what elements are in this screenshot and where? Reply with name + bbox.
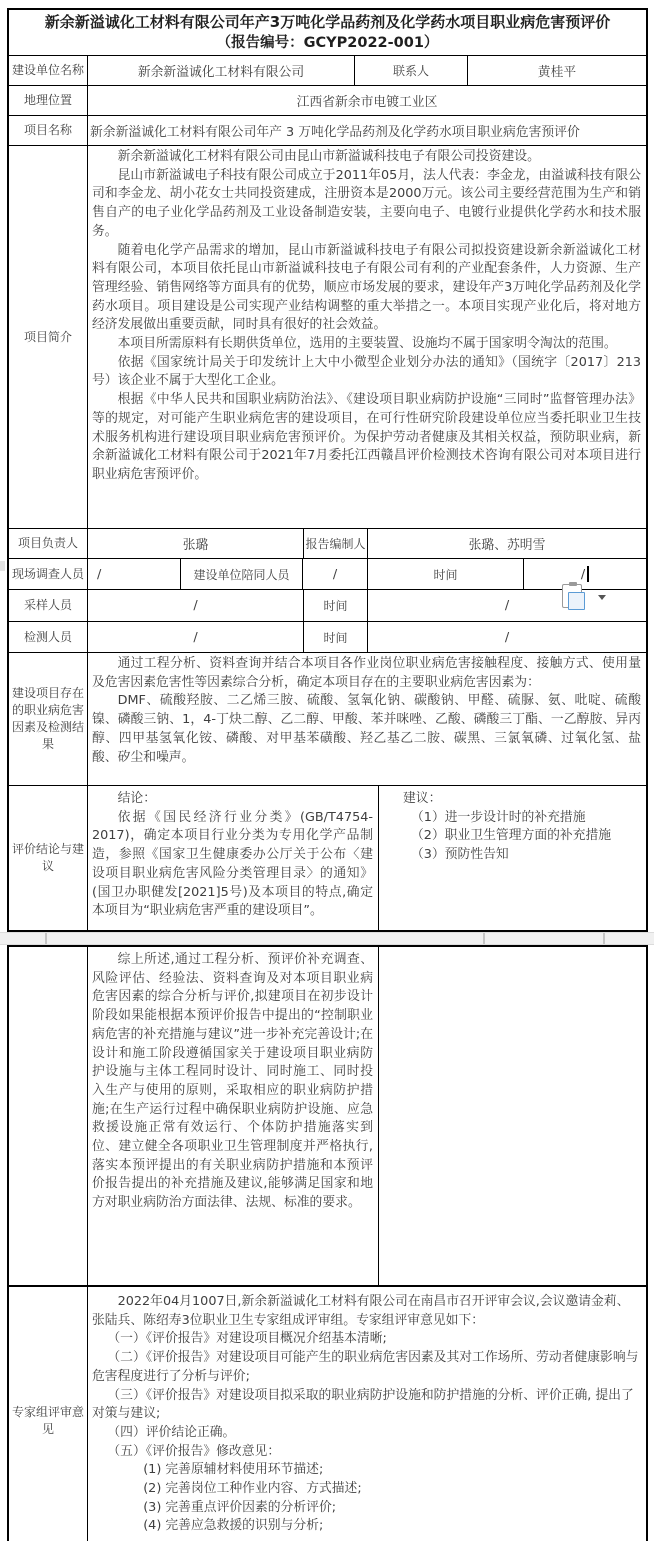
intro-paragraph: 根据《中华人民共和国职业病防治法》、《建设项目职业病防护设施“三同时”监督管理办法》等的规定，对可能产生职业病危害的建设项目，在可行性研究阶段建设单位应当委托职业卫生技术服务机构进行建设项目职业病危害预评价。为保护劳动者健康及其相关权益，预防职业病，新余新溢诚化工材料有限公司于2021年7月委托江西赣昌评价检测技术咨询有限公司对本项目进行职业病危害预评价。 bbox=[92, 392, 641, 482]
location-label: 地理位置 bbox=[23, 93, 72, 107]
suggestion-item: （2）职业卫生管理方面的补充措施 bbox=[411, 828, 612, 844]
survey-time-value: / bbox=[580, 566, 586, 582]
conclusion-label: 评价结论与建议 bbox=[11, 842, 84, 873]
intro-paragraph: 新余新溢诚化工材料有限公司由昆山市新溢诚科技电子有限公司投资建设。 bbox=[117, 149, 540, 164]
sampling-time-value: / bbox=[367, 590, 646, 621]
expert-opinion-item: （一）《评价报告》对建设项目概况介绍基本清晰; bbox=[107, 1331, 387, 1347]
text-cursor bbox=[587, 566, 589, 582]
expert-opinion-item: （二）《评价报告》对建设项目可能产生的职业病危害因素及其对工作场所、劳动者健康影响与危害程度进行了分析与评价; bbox=[92, 1350, 639, 1384]
project-intro-content bbox=[87, 146, 646, 528]
row-expert-review bbox=[9, 1285, 646, 1541]
sampling-time-label: 时间 bbox=[303, 590, 367, 621]
expert-opinion-item: （四）评价结论正确。 bbox=[107, 1424, 236, 1440]
row-construction-unit bbox=[9, 55, 646, 85]
conclusion-body: 依据《国民经济行业分类》(GB/T4754-2017)，确定本项目行业分类为专用化学产品制造，参照《国家卫生健康委办公厅关于公布〈建设项目职业病危害风险分类管理目录〉的通知》(国卫办职健发[2021]5号)及本项目的特点,确定本项目为“职业病危害严重的建设项目”。 bbox=[92, 809, 373, 919]
report-number: （报告编号：GCYP2022-001） bbox=[216, 34, 439, 51]
project-name-value: 新余新溢诚化工材料有限公司年产 3 万吨化学品药剂及化学药水项目职业病危害预评价 bbox=[87, 116, 646, 145]
suggestion-cell bbox=[378, 786, 646, 930]
row-hazard-factors bbox=[9, 652, 646, 785]
conclusion-cell bbox=[87, 786, 378, 930]
expert-revision-item: (1) 完善原辅材料使用环节描述; bbox=[143, 1462, 324, 1478]
row-project-name bbox=[9, 115, 646, 145]
expert-opinion-item: （三）《评价报告》对建设项目拟采取的职业病防护设施和防护措施的分析、评价正确, 提出了对策与建议; bbox=[92, 1387, 634, 1422]
report-writer-label: 报告编制人 bbox=[303, 529, 367, 558]
table-handle-artifact bbox=[0, 561, 5, 571]
hazard-factors-label: 建设项目存在的职业病危害因素及检测结果 bbox=[11, 686, 84, 751]
paste-options-button[interactable] bbox=[562, 584, 608, 614]
hazard-paragraph: 通过工程分析、资料查询并结合本项目各作业岗位职业病危害接触程度、接触方式、使用量及危害因素危害性等因素综合分析，确定本项目存在的主要职业病危害因素为： bbox=[92, 656, 641, 690]
suggestion-title: 建议： bbox=[403, 791, 442, 806]
hazard-list: DMF、硫酸羟胺、二乙烯三胺、硫酸、氢氧化钠、碳酸钠、甲醛、硫脲、氨、吡啶、硫酸镍、磷酸三钠、1，4-丁炔二醇、乙二醇、甲酸、苯并咪唑、乙酸、磷酸三丁酯、一乙醇胺、异丙醇、四甲基氢氧化铵、磷酸、对甲基苯磺酸、羟乙基乙二胺、碳黑、三氯氧磷、过氧化氢、盐酸、矽尘和噪声。 bbox=[92, 693, 641, 765]
intro-paragraph: 本项目所需原料有长期供货单位，选用的主要装置、设施均不属于国家明令淘汰的范围。 bbox=[117, 336, 617, 352]
contact-label: 联系人 bbox=[354, 56, 467, 85]
testing-label: 检测人员 bbox=[23, 629, 72, 644]
site-survey-label: 现场调查人员 bbox=[11, 566, 84, 581]
document-title: 新余新溢诚化工材料有限公司年产3万吨化学品药剂及化学药水项目职业病危害预评价 bbox=[44, 12, 611, 31]
page-margin-tick bbox=[603, 933, 605, 944]
sampling-label: 采样人员 bbox=[23, 598, 72, 612]
project-name-label: 项目名称 bbox=[23, 123, 72, 137]
row-site-survey bbox=[9, 558, 646, 589]
page-break-gap bbox=[0, 932, 654, 945]
row-sampling bbox=[9, 589, 646, 621]
suggestion-item: （3）预防性告知 bbox=[411, 847, 509, 863]
site-survey-value: / bbox=[87, 559, 180, 589]
row-location bbox=[9, 85, 646, 115]
expert-review-content bbox=[87, 1287, 646, 1541]
testing-time-label: 时间 bbox=[303, 622, 367, 652]
title-cell bbox=[9, 10, 646, 55]
expert-opinion-item: （五）《评价报告》修改意见： bbox=[107, 1443, 281, 1459]
summary-paragraph: 综上所述,通过工程分析、预评价补充调查、风险评估、经验法、资料查询及对本项目职业病危害因素的综合分析与评价,拟建项目在初步设计阶段如果能根据本预评价报告中提出的“控制职业病危害的补充措施与建议”进一步补充完善设计;在设计和施工阶段遵循国家关于建设项目职业病防护设施与主体工程同时设计、同时施工、同时投入生产与使用的原则，采取相应的职业病防护措施;在生产运行过程中确保职业病防护设施、应急救援设施正常有效运行、个体防护措施落实到位、建立健全各项职业卫生管理制度并严格执行,落实本预评提出的有关职业病防护措施和本预评价报告提出的补充措施及建议,能够满足国家和地方对职业病防治方面法律、法规、标准的要求。 bbox=[92, 952, 373, 1211]
evaluation-summary-table bbox=[7, 8, 648, 932]
expert-paragraph: 2022年04月1007日,新余新溢诚化工材料有限公司在南昌市召开评审会议,会议邀请金莉、张陆兵、陈绍寿3位职业卫生专家组成评审组。专家组评审意见如下： bbox=[92, 1294, 630, 1328]
clipboard-clip bbox=[569, 582, 577, 586]
row-project-leader bbox=[9, 528, 646, 558]
expert-revision-item: (2) 完善岗位工种作业内容、方式描述; bbox=[143, 1481, 362, 1497]
overall-summary-content bbox=[87, 947, 378, 1285]
conclusion-title: 结论： bbox=[117, 791, 156, 806]
sampling-value: / bbox=[87, 590, 303, 621]
suggestion-item: （1）进一步设计时的补充措施 bbox=[411, 809, 586, 825]
survey-time-label: 时间 bbox=[367, 559, 523, 589]
accompany-label: 建设单位陪同人员 bbox=[180, 559, 302, 589]
chevron-down-icon bbox=[598, 595, 606, 600]
row-testing bbox=[9, 621, 646, 652]
report-writer-value: 张璐、苏明雪 bbox=[367, 529, 646, 558]
paste-page-icon bbox=[568, 592, 585, 610]
summary-right-empty bbox=[378, 947, 646, 1285]
row-project-intro bbox=[9, 145, 646, 528]
intro-paragraph: 依据《国家统计局关于印发统计上大中小微型企业划分办法的通知》（国统字〔2017〕213号）该企业不属于大型化工企业。 bbox=[92, 354, 641, 389]
summary-label-empty bbox=[9, 947, 87, 1285]
construction-unit-value: 新余新溢诚化工材料有限公司 bbox=[87, 56, 354, 85]
expert-revision-item: (4) 完善应急救援的识别与分析; bbox=[143, 1518, 324, 1534]
page-margin-tick bbox=[45, 933, 47, 944]
testing-value: / bbox=[87, 622, 303, 652]
summary-experts-table bbox=[7, 945, 648, 1541]
project-leader-label: 项目负责人 bbox=[17, 536, 78, 550]
page-margin-tick bbox=[483, 933, 485, 944]
testing-time-value: / bbox=[367, 622, 646, 652]
location-value: 江西省新余市电镀工业区 bbox=[87, 86, 646, 115]
intro-paragraph: 随着电化学产品需求的增加，昆山市新溢诚科技电子有限公司拟投资建设新余新溢诚化工材料有限公司，本项目依托昆山市新溢诚科技电子有限公司有利的产业配套条件，人力资源、生产管理经验、销售网络等方面具有的优势，顺应市场发展的要求，建设年产3万吨化学品药剂及化学药水项目。项目建设是公司实现产业结构调整的重大举措之一。本项目实现产业化后，将对地方经济发展做出重要贡献，同时具有很好的社会效益。 bbox=[92, 242, 641, 333]
project-intro-label: 项目简介 bbox=[23, 329, 72, 344]
construction-unit-label: 建设单位名称 bbox=[11, 63, 84, 77]
accompany-value: / bbox=[302, 559, 367, 589]
contact-value: 黄桂平 bbox=[467, 56, 646, 85]
intro-paragraph: 昆山市新溢诚电子科技有限公司成立于2011年05月，法人代表：李金龙，由溢诚科技有限公司和李金龙、胡小花女士共同投资建成，注册资本是2000万元。该公司主要经营范围为生产和销售自产的电子业化学品药剂及工业设备制造安装，主要向电子、电镀行业提供化学药水和技术服务。 bbox=[92, 167, 641, 239]
hazard-factors-content bbox=[87, 653, 646, 785]
expert-review-label: 专家组评审意见 bbox=[11, 1405, 84, 1436]
row-conclusion-suggestion bbox=[9, 785, 646, 930]
title-row bbox=[9, 10, 646, 55]
expert-revision-item: (3) 完善重点评价因素的分析评价; bbox=[143, 1499, 337, 1515]
row-overall-summary bbox=[9, 947, 646, 1285]
project-leader-value: 张璐 bbox=[87, 529, 303, 558]
